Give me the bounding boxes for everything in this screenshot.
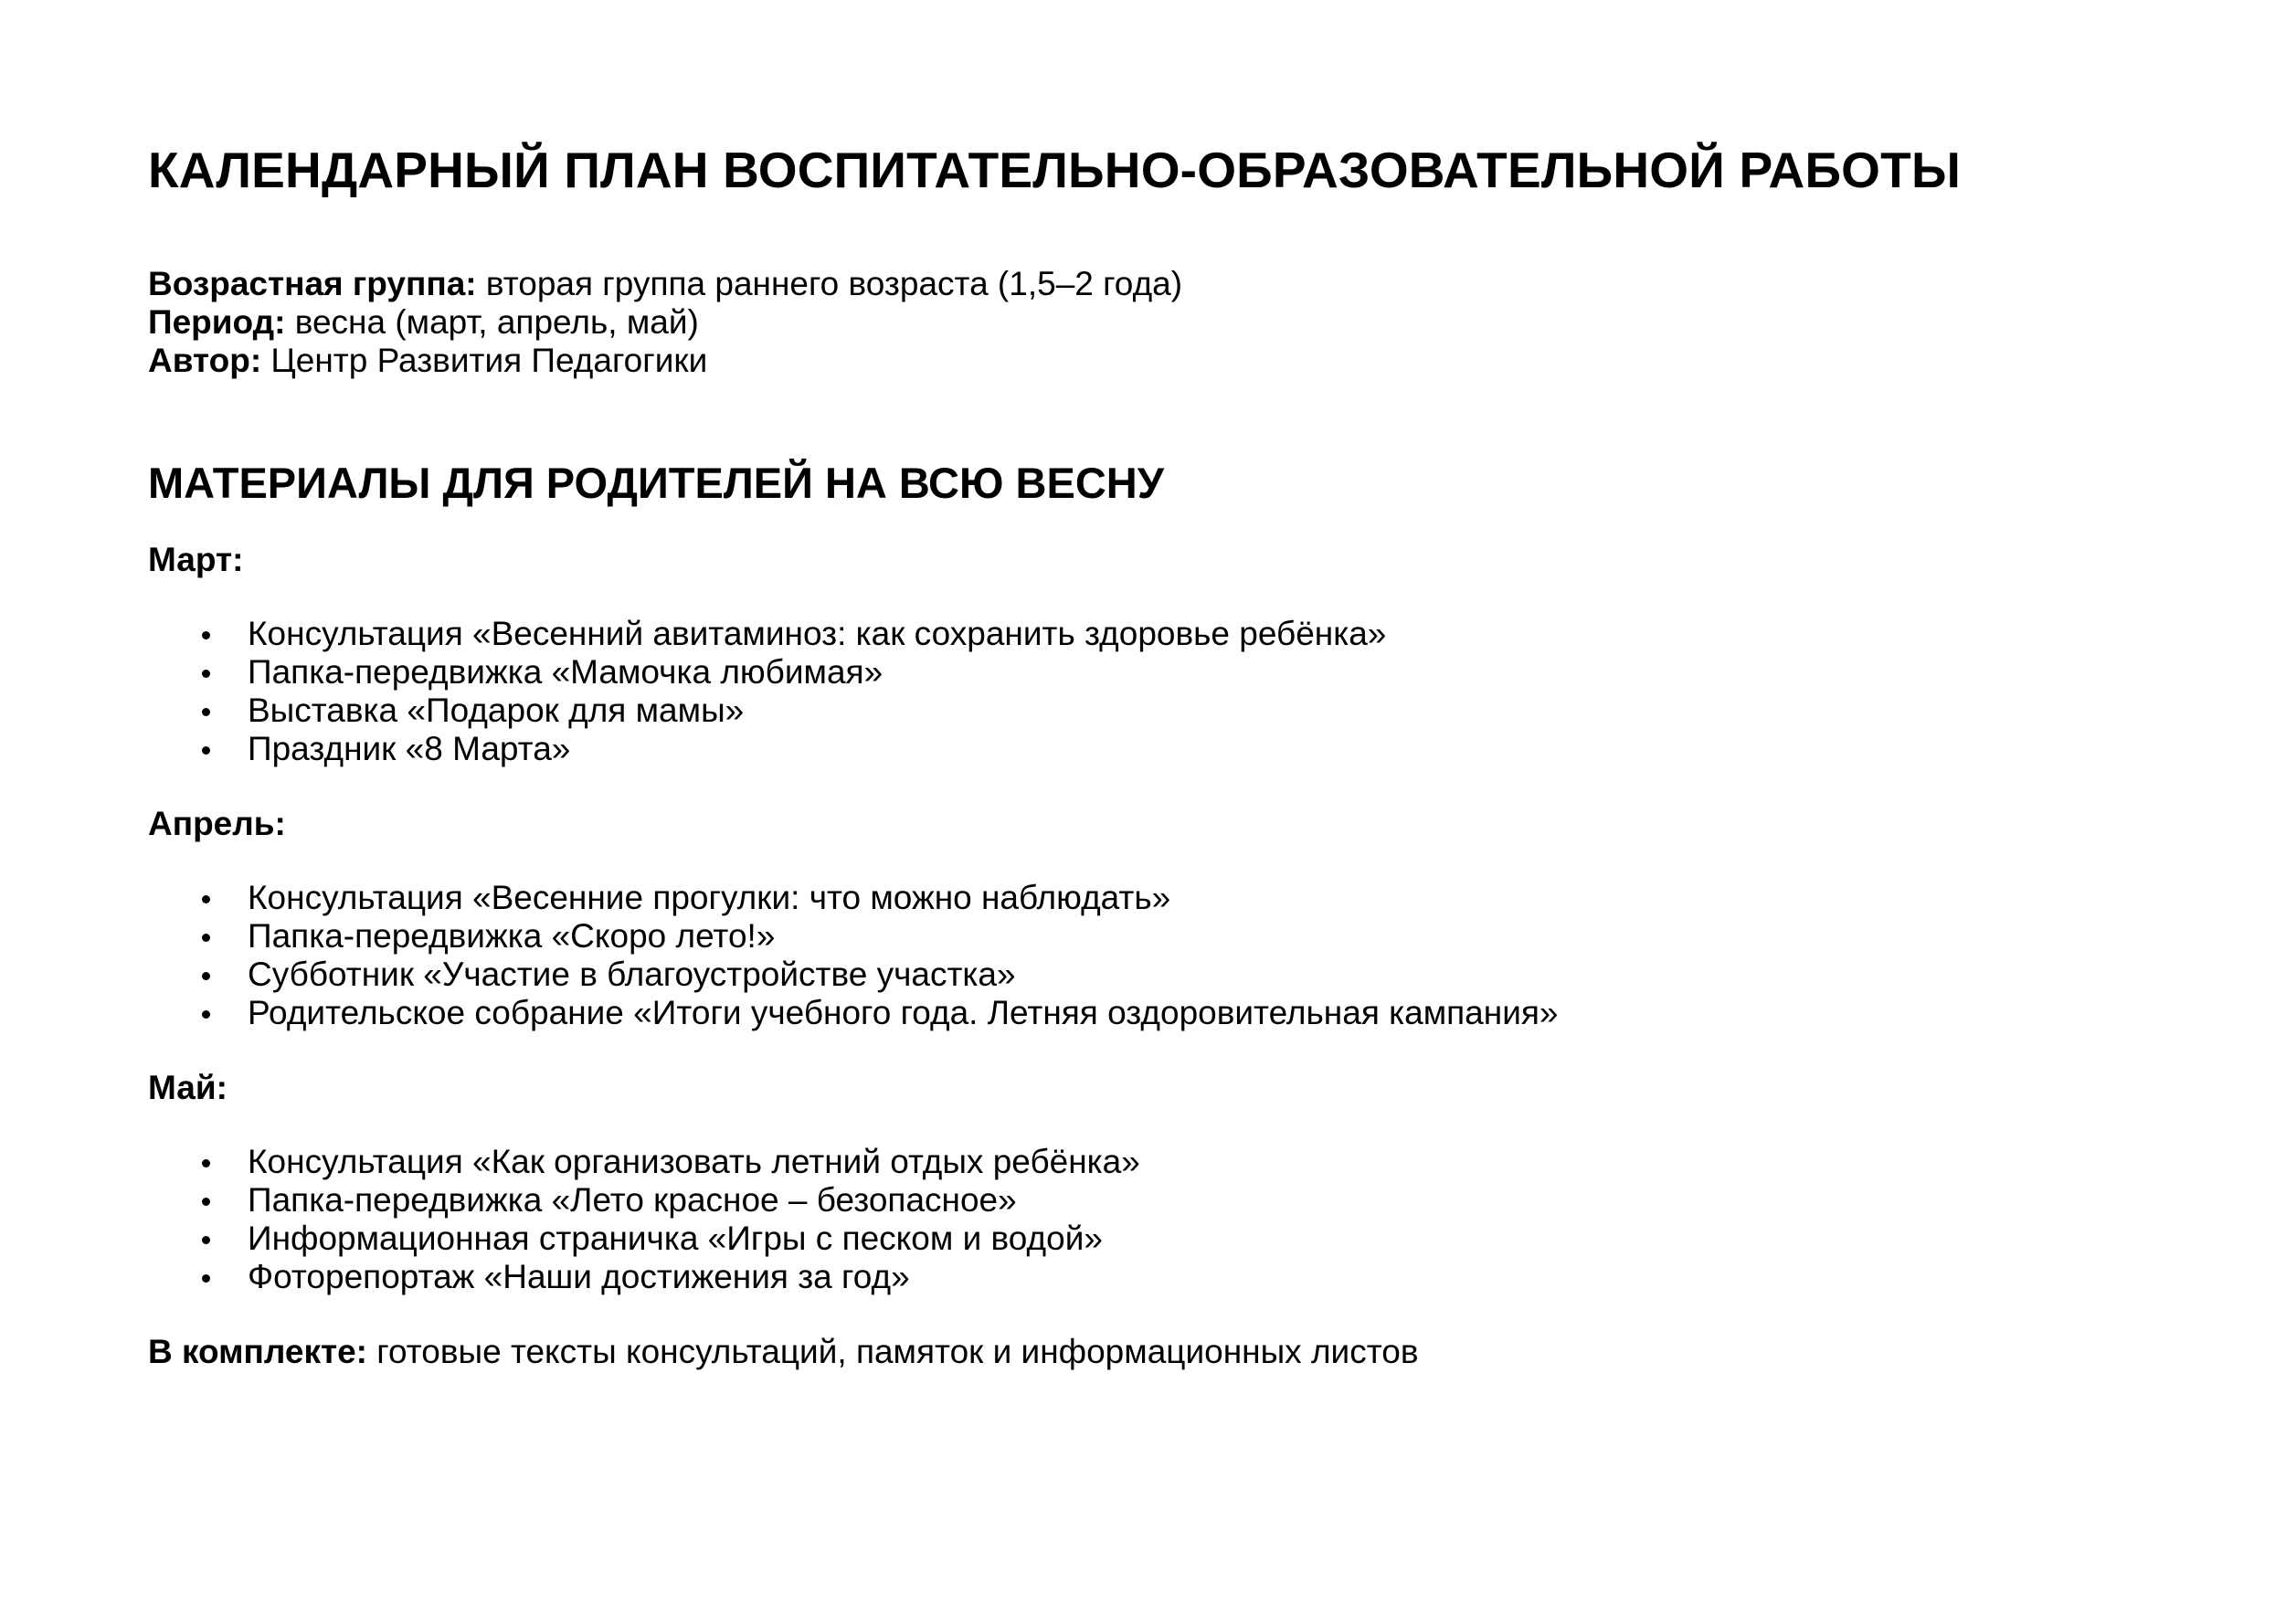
list-item	[148, 1258, 2158, 1296]
list-item	[148, 730, 2158, 768]
list-item	[148, 879, 2158, 917]
bullet-icon	[202, 1236, 210, 1244]
list-item-text: Консультация «Весенние прогулки: что можно наблюдать»	[248, 879, 1171, 916]
month-list-may	[148, 1143, 2158, 1296]
list-item-text: Праздник «8 Марта»	[248, 730, 571, 767]
bullet-icon	[202, 670, 210, 678]
list-item-text: Консультация «Как организовать летний отдых ребёнка»	[248, 1143, 1140, 1180]
meta-period-label: Период:	[148, 303, 286, 341]
bullet-icon	[202, 1198, 210, 1206]
meta-age-group-label: Возрастная группа:	[148, 265, 477, 302]
bullet-icon	[202, 1274, 210, 1283]
month-list-march	[148, 615, 2158, 768]
list-item-text: Родительское собрание «Итоги учебного года. Летняя оздоровительная кампания»	[248, 994, 1559, 1031]
document-title: КАЛЕНДАРНЫЙ ПЛАН ВОСПИТАТЕЛЬНО-ОБРАЗОВАТЕЛЬНОЙ РАБОТЫ	[148, 142, 1961, 198]
list-item-text: Фоторепортаж «Наши достижения за год»	[248, 1258, 910, 1295]
list-item-text: Папка-передвижка «Скоро лето!»	[248, 917, 776, 955]
list-item	[148, 692, 2158, 730]
list-item	[148, 917, 2158, 956]
list-item-text: Информационная страничка «Игры с песком и водой»	[248, 1220, 1103, 1257]
list-item-text: Папка-передвижка «Лето красное – безопасное»	[248, 1181, 1017, 1219]
kit-line	[148, 1333, 2158, 1371]
list-item	[148, 1143, 2158, 1181]
meta-period-value: весна (март, апрель, май)	[285, 303, 699, 341]
list-item	[148, 1181, 2158, 1220]
bullet-icon	[202, 746, 210, 755]
kit-label: В комплекте:	[148, 1333, 367, 1370]
bullet-icon	[202, 972, 210, 980]
bullet-icon	[202, 631, 210, 639]
month-heading-april: Апрель:	[148, 805, 286, 842]
list-item	[148, 653, 2158, 692]
meta-age-group-value: вторая группа раннего возраста (1,5–2 года)	[476, 265, 1183, 302]
list-item-text: Папка-передвижка «Мамочка любимая»	[248, 653, 883, 691]
month-heading-may: Май:	[148, 1069, 227, 1106]
list-item	[148, 994, 2158, 1032]
list-item	[148, 615, 2158, 653]
meta-author-value: Центр Развития Педагогики	[261, 342, 708, 379]
document-meta	[148, 265, 2158, 380]
list-item-text: Выставка «Подарок для мамы»	[248, 692, 745, 729]
list-item	[148, 1220, 2158, 1258]
document-page	[148, 137, 2158, 1371]
section-title: МАТЕРИАЛЫ ДЛЯ РОДИТЕЛЕЙ НА ВСЮ ВЕСНУ	[148, 459, 1164, 507]
meta-author	[148, 342, 2158, 380]
bullet-icon	[202, 934, 210, 942]
month-list-april	[148, 879, 2158, 1032]
bullet-icon	[202, 1010, 210, 1019]
bullet-icon	[202, 708, 210, 716]
meta-author-label: Автор:	[148, 342, 262, 379]
kit-value: готовые тексты консультаций, памяток и информационных листов	[367, 1333, 1419, 1370]
meta-age-group	[148, 265, 2158, 303]
bullet-icon	[202, 1159, 210, 1167]
bullet-icon	[202, 895, 210, 903]
list-item	[148, 956, 2158, 994]
list-item-text: Консультация «Весенний авитаминоз: как сохранить здоровье ребёнка»	[248, 615, 1387, 652]
meta-period	[148, 303, 2158, 342]
month-heading-march: Март:	[148, 541, 244, 578]
list-item-text: Субботник «Участие в благоустройстве участка»	[248, 956, 1016, 993]
